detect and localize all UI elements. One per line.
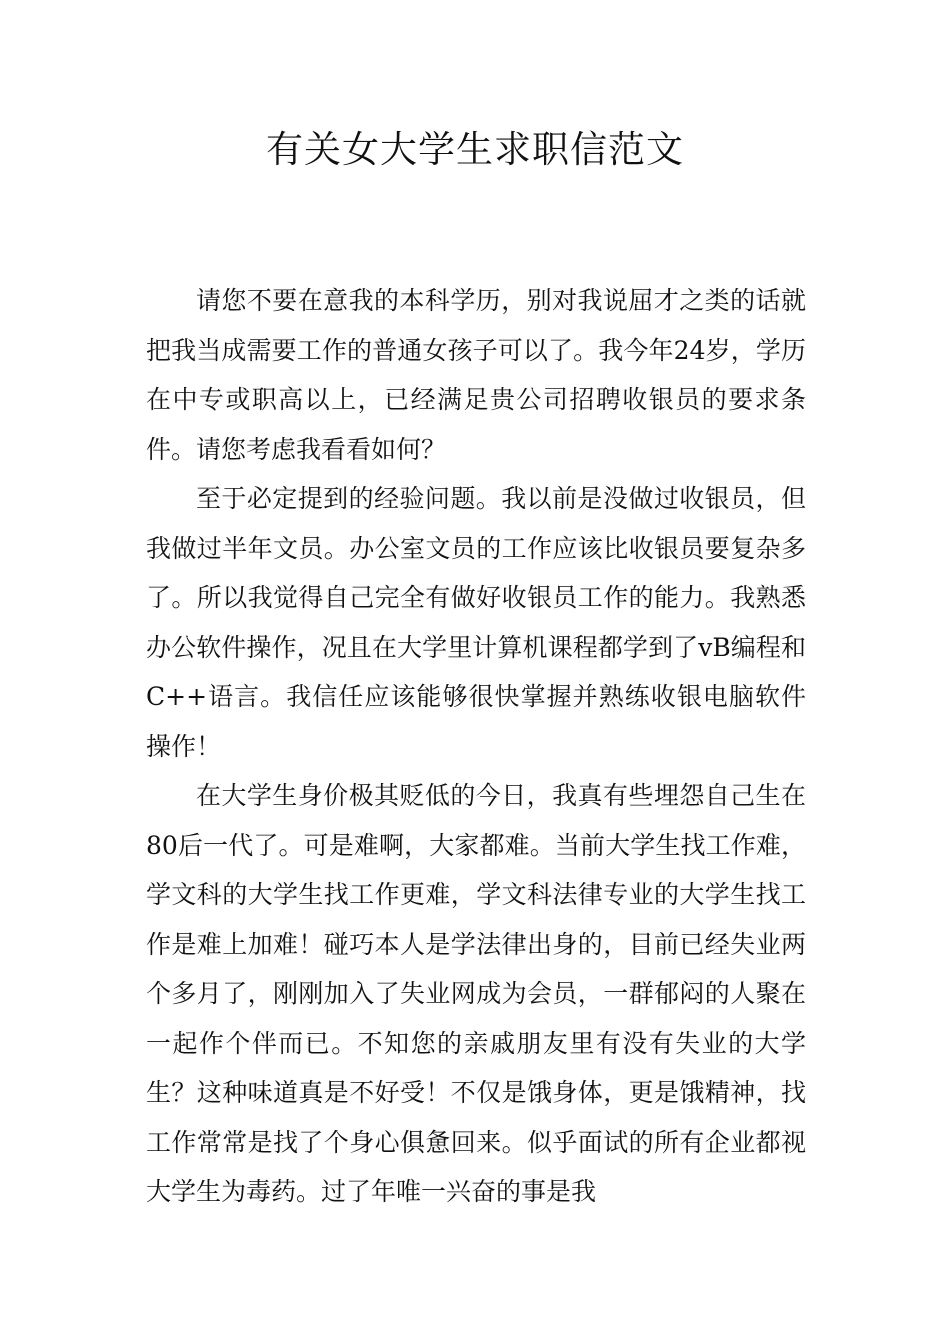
paragraph-2: 至于必定提到的经验问题。我以前是没做过收银员，但我做过半年文员。办公室文员的工作应该比收银员要复杂多了。所以我觉得自己完全有做好收银员工作的能力。我熟悉办公软件操作，况且在大学里计算机课程都学到了vB编程和C++语言。我信任应该能够很快掌握并熟练收银电脑软件操作！ (146, 484, 806, 761)
document-title: 有关女大学生求职信范文 (266, 128, 684, 171)
paragraph-3: 在大学生身价极其贬低的今日，我真有些埋怨自己生在80后一代了。可是难啊，大家都难。当前大学生找工作难，学文科的大学生找工作更难，学文科法律专业的大学生找工作是难上加难！碰巧本人是学法律出身的，目前已经失业两个多月了，刚刚加入了失业网成为会员，一群郁闷的人聚在一起作个伴而已。不知您的亲戚朋友里有没有失业的大学生？这种味道真是不好受！不仅是饿身体，更是饿精神，找工作常常是找了个身心俱惫回来。似乎面试的所有企业都视大学生为毒药。过了年唯一兴奋的事是我 (146, 781, 806, 1206)
document-body (146, 276, 806, 1217)
paragraph-1: 请您不要在意我的本科学历，别对我说屈才之类的话就把我当成需要工作的普通女孩子可以了。我今年24岁，学历在中专或职高以上，已经满足贵公司招聘收银员的要求条件。请您考虑我看看如何？ (146, 286, 806, 464)
